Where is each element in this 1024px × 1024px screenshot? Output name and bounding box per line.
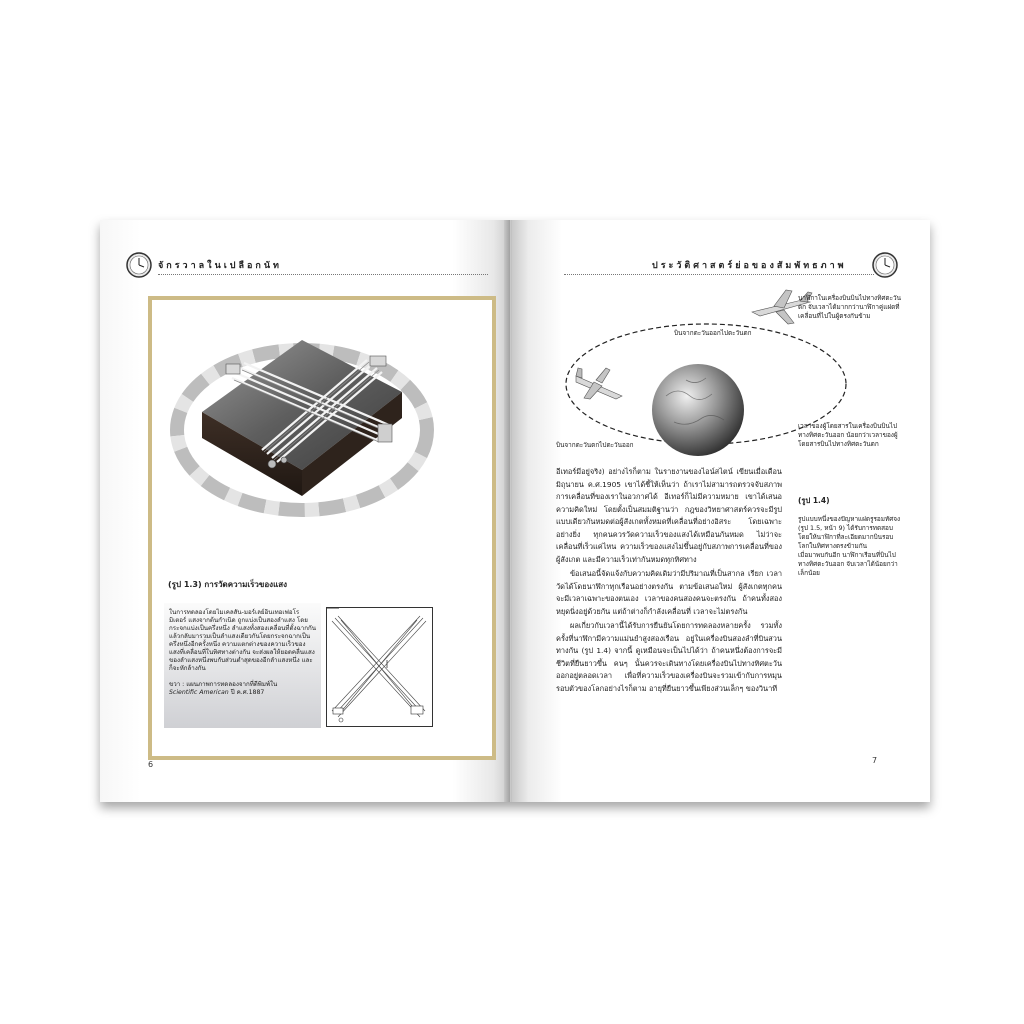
explanation-box — [164, 603, 321, 728]
right-page — [512, 220, 930, 802]
figure-caption: (รูป 1.3) การวัดความเร็วของแสง — [168, 580, 288, 589]
paragraph-1: อีเทอร์มีอยู่จริง) อย่างไรก็ตาม ในรายงานของไอน์สไตน์ เขียนเมื่อเดือนมิถุนายน ค.ศ.1905 เขาได้ชี้ให้เห็นว่า ถ้าเราไม่สามารถตรวจจับสภาพการเคลื่อนที่ของเราในอวกาศได้ อีเทอร์ก็ไม่มีความหมาย เขาได้เสนอความคิดใหม่ โดยตั้งเป็นสมมติฐานว่า กฎของวิทยาศาสตร์ควรจะมีรูปแบบเดียวกันหมดต่อผู้สังเกตทั้งหมดที่เคลื่อนที่อย่างอิสระ โดยเฉพาะอย่างยิ่ง ทุกคนควรวัดความเร็วของแสงได้เหมือนกันหมด ไม่ว่าจะเคลื่อนที่เร็วแค่ไหน ความเร็วของแสงไม่ขึ้นอยู่กับสภาพการเคลื่อนที่ของผู้สังเกต และมีความเร็วเท่ากันหมดทุกทิศทาง — [556, 467, 782, 564]
experiment-diagram — [326, 607, 433, 727]
left-page — [100, 220, 510, 802]
side-figure-note — [798, 496, 904, 578]
earth-globe — [652, 364, 744, 456]
clock-icon — [872, 252, 898, 278]
side-note-eastbound: เวลาของผู้โดยสารในเครื่องบินบินไปทางทิศตะวันออก น้อยกว่าเวลาของผู้โดยสารบินไปทางทิศตะวันตก — [798, 422, 898, 448]
page-number-right: 7 — [872, 756, 878, 765]
source-journal: Scientific American — [169, 689, 229, 696]
open-book — [100, 220, 930, 802]
side-figure-text: รูปแบบหนึ่งของปัญหาแฝดรูรอมทัศจง (รูป 1.5, หน้า 9) ได้รับการทดสอบโดยให้นาฬิกาที่ละเอียดมากบินรอบโลกในทิศทางตรงข้ามกัน — [798, 515, 901, 550]
paragraph-3: ผลเกี่ยวกับเวลานี้ได้รับการยืนยันโดยการทดลองหลายครั้ง รวมทั้งครั้งที่นาฬิกามีความแม่นยำสูงสองเรือน อยู่ในเครื่องบินสองลำที่บินสวนทางกัน (รูป 1.4) จากนี้ ดูเหมือนจะเป็นไปได้ว่า ถ้าคนหนึ่งต้องการจะมีชีวิตที่ยืนยาวขึ้น คนๆ นั้นควรจะเดินทางโดยเครื่องบินไปทางทิศตะวันออกอยู่ตลอดเวลา เพื่อที่ความเร็วของเครื่องบินจะรวมเข้ากับการหมุนรอบตัวของโลกอย่างไรก็ตาม อายุที่ยืนยาวขึ้นเพียงส่วนเล็กๆ ของวินาที — [556, 621, 782, 693]
side-note-westbound: นาฬิกาในเครื่องบินบินไปทางทิศตะวันตก จับเวลาได้มากกว่านาฬิกาคู่แฝดที่เคลื่อนที่ไปในผู้ตรงกันข้าม — [798, 294, 901, 320]
header-rule — [158, 274, 488, 275]
interferometer-illustration — [152, 300, 492, 570]
label-westbound: บินจากตะวันออกไปตะวันตก — [674, 329, 752, 337]
explanation-text: ในการทดลองโดยไมเคลสัน-มอร์เลย์อินเทอเฟอโรมิเตอร์ แสงจากต้นกำเนิด ถูกแบ่งเป็นสองลำแสง โดยกระจกแบ่งเป็นครึ่งหนึ่ง ลำแสงทั้งสองเคลื่อนที่ตั้งฉากกัน แล้วกลับมารวมเป็นลำแสงเดียวกันโดยกระจกฉากเป็นครึ่งหนึ่งอีกครั้งหนึ่ง ความแตกต่างของความเร็วของแสงที่เคลื่อนที่ในทิศทางต่างกัน จะส่งผลให้ยอดคลื่นแสงของลำแสงหนึ่งพบกับส่วนต่ำสุดของอีกลำแสงหนึ่ง และก็จะหักล้างกัน — [169, 609, 316, 672]
body-text — [556, 466, 782, 697]
source-suffix: ปี ค.ศ.1887 — [228, 689, 265, 696]
label-eastbound: บินจากตะวันตกไปตะวันออก — [556, 441, 634, 449]
airplane-eastbound-icon — [576, 368, 622, 399]
page-number-left: 6 — [148, 760, 154, 769]
figure-frame — [148, 296, 496, 760]
source-prefix: ขวา : แผนภาพการทดลองจากที่ตีพิมพ์ใน — [169, 681, 278, 688]
side-figure-text-2: เมื่อมาพบกันอีก นาฬิกาเรือนที่บินไปทางทิศตะวันออก จับเวลาได้น้อยกว่าเล็กน้อย — [798, 551, 898, 577]
source-note — [169, 681, 316, 697]
paragraph-2: ข้อเสนอนี้จัดแจ้งกับความคิดเดิมว่ามีปริมาณที่เป็นสากล เรียก เวลา วัดได้โดยนาฬิกาทุกเรือนอย่างตรงกัน ตามข้อเสนอใหม่ ผู้สังเกตทุกคนจะมีเวลาเฉพาะของตนเอง เวลาของคนสองคนจะตรงกัน ถ้าคนทั้งสองหยุดนิ่งอยู่ด้วยกัน แต่ถ้าต่างก็กำลังเคลื่อนที่ เวลาจะไม่ตรงกัน — [556, 569, 782, 616]
side-figure-label: (รูป 1.4) — [798, 496, 830, 505]
running-header: ประวัติศาสตร์ย่อของสัมพัทธภาพ — [652, 261, 847, 271]
clock-icon — [126, 252, 152, 278]
header-rule — [564, 274, 874, 275]
running-header: จักรวาลในเปลือกนัท — [158, 261, 282, 271]
